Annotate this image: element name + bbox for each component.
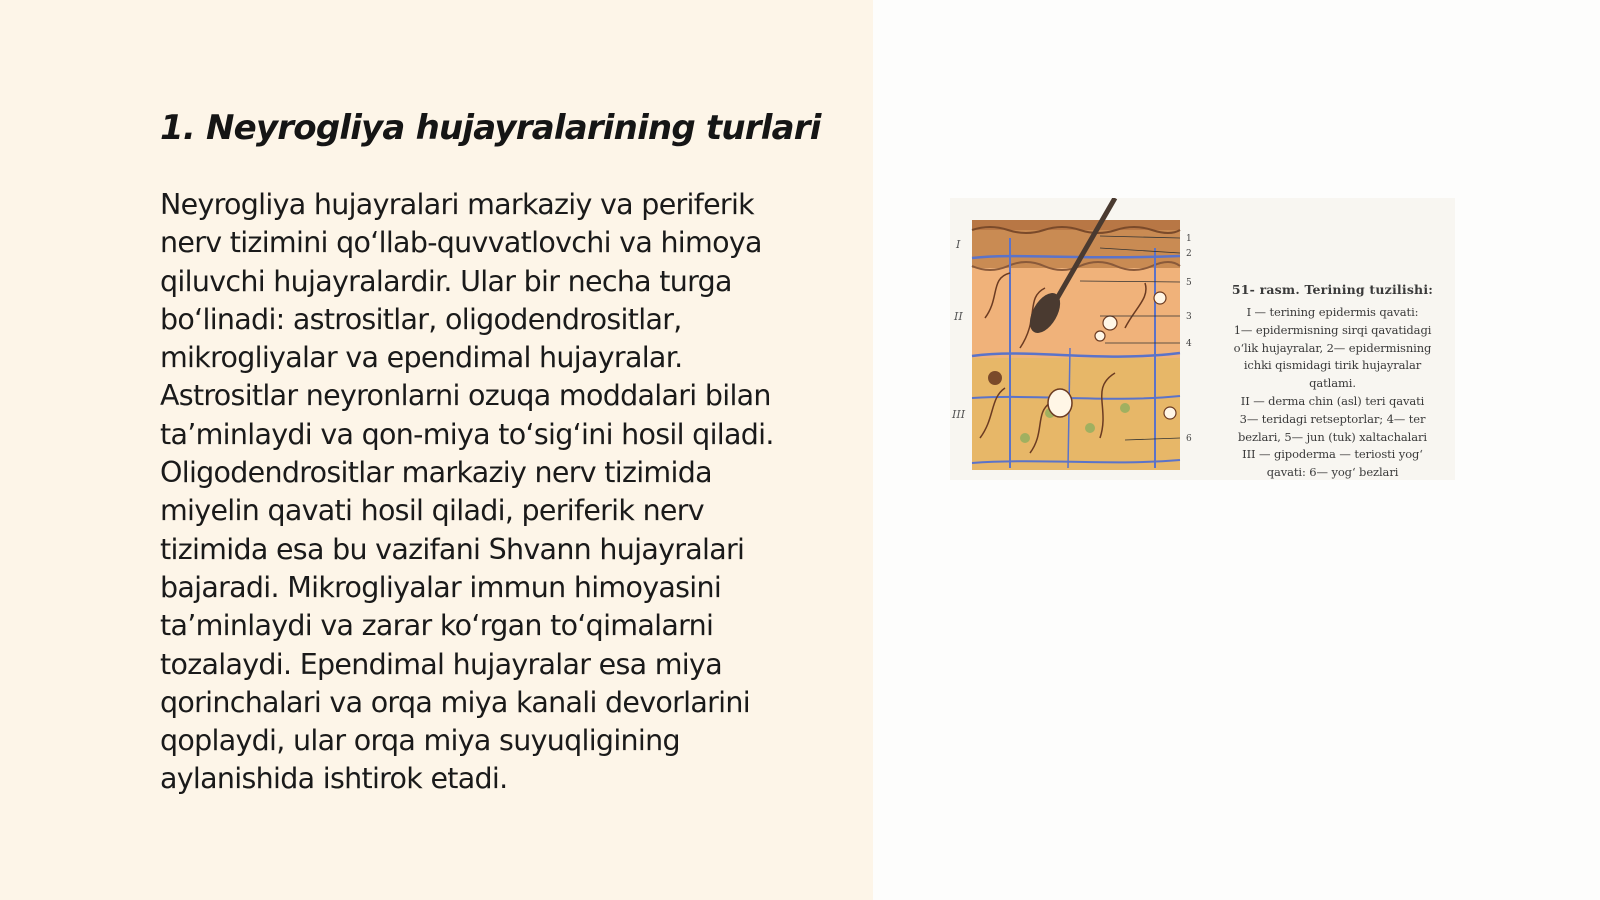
caption-line: ichki qismidagi tirik hujayralar (1243, 358, 1422, 373)
receptor (1095, 331, 1105, 341)
caption-title: 51- rasm. Terining tuzilishi: (1231, 282, 1434, 297)
fat-cell (1020, 433, 1030, 443)
body-line: miyelin qavati hosil qiladi, periferik nerv (160, 494, 704, 528)
body-line: mikrogliyalar va ependimal hujayralar. (160, 341, 683, 375)
caption-line: I — terining epidermis qavati: (1246, 305, 1419, 319)
body-line: ta’minlaydi va qon-miya to‘sig‘ini hosil qiladi. (160, 417, 774, 451)
body-line: aylanishida ishtirok etadi. (160, 762, 508, 796)
number-label: 3 (1186, 312, 1192, 322)
body-line: nerv tizimini qo‘llab-quvvatlovchi va himoya (160, 226, 762, 260)
fat-cell (1085, 423, 1095, 433)
receptor (1154, 292, 1166, 304)
number-label: 5 (1186, 278, 1192, 288)
body-line: bajaradi. Mikrogliyalar immun himoyasini (160, 570, 722, 604)
caption-line: qavati: 6— yog‘ bezlari (1266, 465, 1399, 480)
caption-line: 1— epidermisning sirqi qavatidagi (1233, 322, 1432, 337)
body-line: ta’minlaydi va zarar ko‘rgan to‘qimalarni (160, 609, 714, 643)
caption-line: bezlari, 5— jun (tuk) xaltachalari (1238, 429, 1427, 444)
body-line: tozalaydi. Ependimal hujayralar esa miya (160, 647, 722, 681)
figure-caption (1210, 282, 1455, 482)
body-line: Astrositlar neyronlarni ozuqa moddalari bilan (160, 379, 771, 413)
caption-line: 3— teridagi retseptorlar; 4— ter (1239, 411, 1426, 426)
layer-label: II (954, 310, 963, 323)
number-label: 4 (1186, 339, 1192, 349)
number-label: 6 (1186, 434, 1192, 444)
layer-label: I (956, 238, 961, 251)
number-label: 2 (1186, 249, 1192, 259)
caption-line: II — derma chin (asl) teri qavati (1240, 393, 1425, 408)
oil-gland (1164, 407, 1176, 419)
slide-body (160, 186, 860, 799)
caption-lines (1210, 304, 1455, 482)
slide-title: 1. Neyrogliya hujayralarining turlari (160, 108, 821, 148)
gland-cell (988, 371, 1002, 385)
body-line: Oligodendrositlar markaziy nerv tizimida (160, 456, 712, 490)
body-line: tizimida esa bu vazifani Shvann hujayralari (160, 532, 745, 566)
hypodermis-layer (972, 358, 1180, 470)
caption-line: III — gipoderma — teriosti yog‘ (1242, 447, 1423, 462)
body-line: qiluvchi hujayralardir. Ular bir necha turga (160, 264, 732, 298)
body-line: bo‘linadi: astrositlar, oligodendrositlar, (160, 302, 682, 336)
fat-cell (1120, 403, 1130, 413)
receptor (1103, 316, 1117, 330)
skin-structure-figure (950, 198, 1455, 480)
layer-label: III (952, 408, 966, 421)
body-line: qoplaydi, ular orqa miya suyuqligining (160, 724, 680, 758)
body-line: qorinchalari va orqa miya kanali devorlarini (160, 685, 750, 719)
caption-line: qatlami. (1309, 376, 1356, 391)
caption-line: o‘lik hujayralar, 2— epidermisning (1233, 340, 1432, 355)
body-line: Neyrogliya hujayralari markaziy va periferik (160, 188, 754, 221)
sweat-gland (1048, 389, 1072, 417)
number-label: 1 (1186, 234, 1192, 244)
